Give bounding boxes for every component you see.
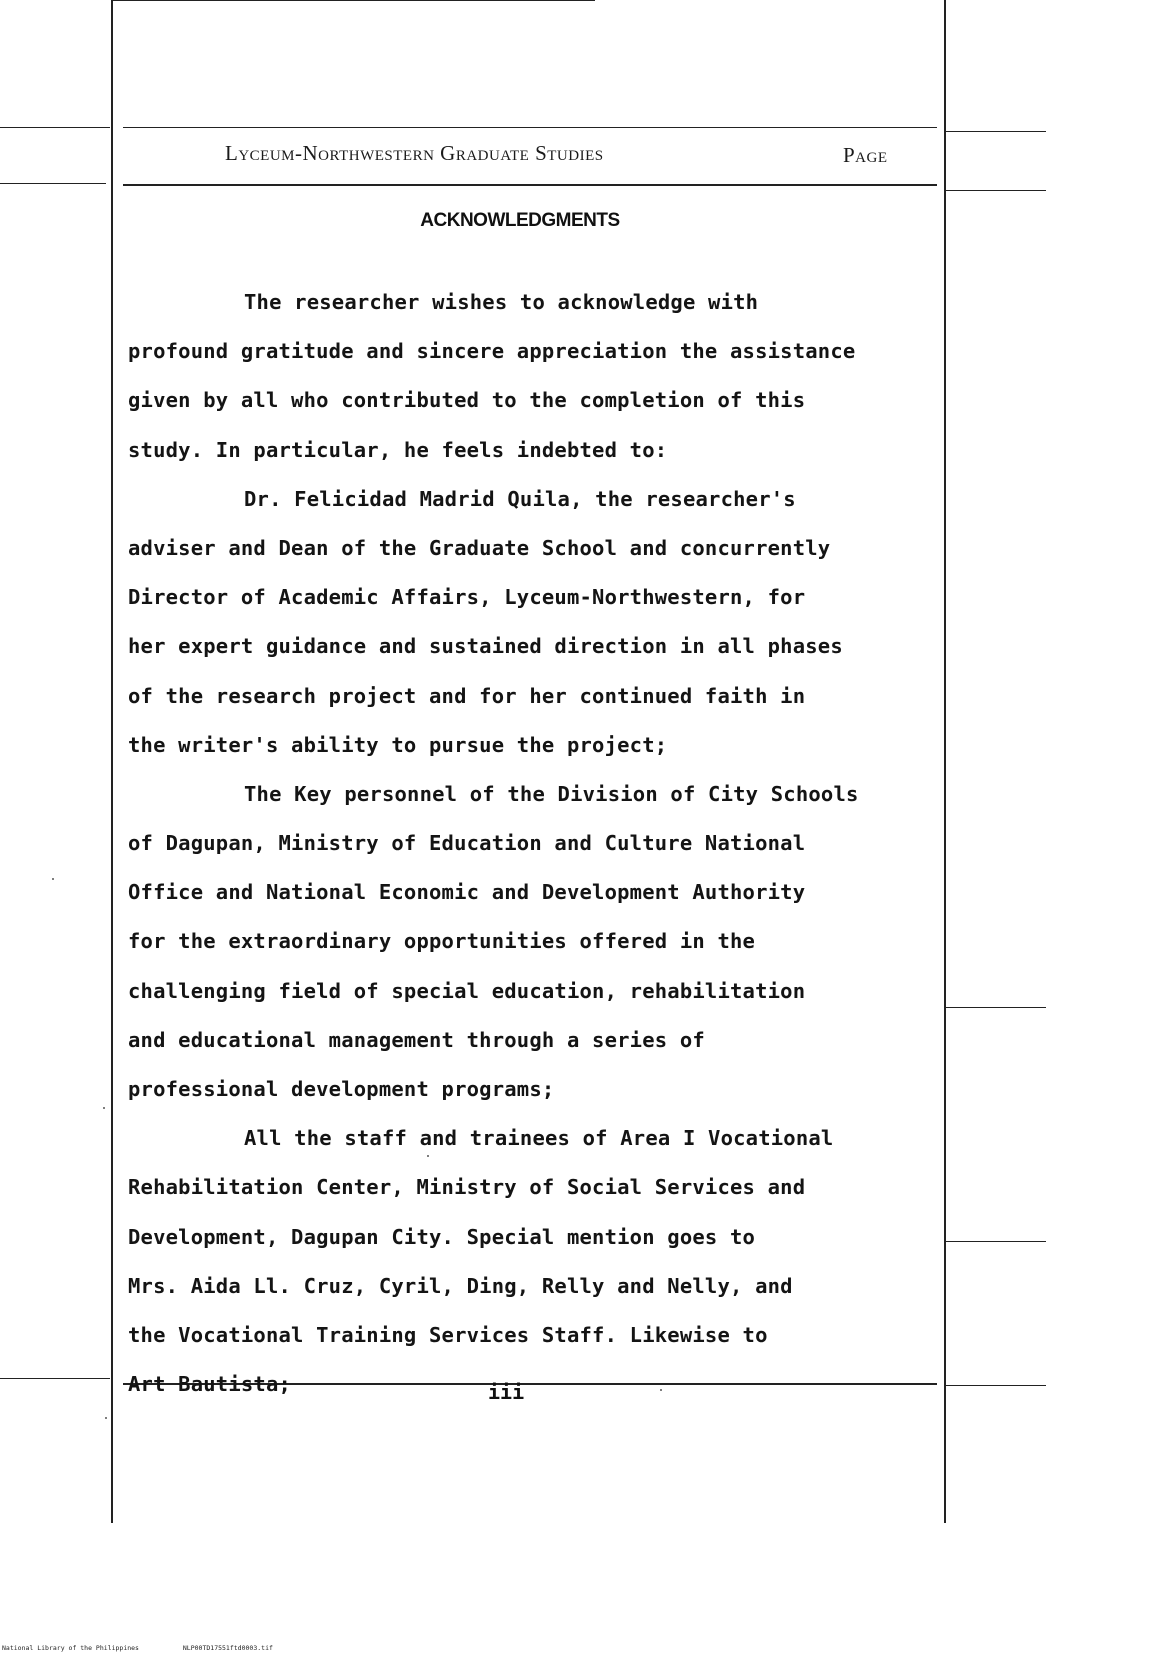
header-top-rule [123, 127, 937, 128]
scan-speck [660, 1389, 662, 1391]
text-line: Dr. Felicidad Madrid Quila, the researcher's [244, 486, 796, 511]
text-line: The Key personnel of the Division of City Schools [244, 781, 859, 806]
text-line: the Vocational Training Services Staff. Likewise to [128, 1322, 768, 1347]
text-line: her expert guidance and sustained direction in all phases [128, 634, 843, 659]
page-header [225, 141, 905, 171]
text-line: study. In particular, he feels indebted to: [128, 437, 668, 462]
text-line: the writer's ability to pursue the project; [128, 732, 668, 757]
text-line: The researcher wishes to acknowledge with [244, 290, 759, 314]
text-line: challenging field of special education, rehabilitation [128, 978, 806, 1003]
scan-speck [103, 1107, 105, 1109]
footer-library: National Library of the Philippines [2, 1644, 139, 1652]
text-line: of Dagupan, Ministry of Education and Culture National [128, 831, 806, 856]
right-tick-line [946, 190, 1046, 191]
text-line: professional development programs; [128, 1077, 555, 1101]
text-line: Art Bautista; [128, 1372, 292, 1397]
left-tick-line [0, 127, 110, 128]
header-title: Lyceum-Northwestern Graduate Studies [225, 141, 604, 165]
acknowledgments-body [128, 278, 948, 1409]
top-cut-line [113, 0, 595, 1]
scan-speck [105, 1417, 107, 1419]
scan-footer [2, 1644, 273, 1652]
section-heading: ACKNOWLEDGMENTS [420, 210, 620, 231]
text-line: for the extraordinary opportunities offered in the [128, 929, 756, 954]
header-bottom-rule [123, 184, 937, 186]
text-line: and educational management through a series of [128, 1027, 705, 1052]
right-tick-line [946, 1385, 1046, 1386]
scan-speck [427, 1155, 429, 1157]
right-tick-line [946, 1241, 1046, 1242]
right-tick-line [946, 131, 1046, 132]
footer-file: NLP00TD17551ftd0003.tif [182, 1644, 273, 1652]
text-line: of the research project and for her continued faith in [128, 683, 806, 708]
text-line: All the staff and trainees of Area I Vocational [244, 1126, 834, 1151]
scan-speck [52, 878, 54, 880]
text-line: Development, Dagupan City. Special mention goes to [128, 1224, 756, 1249]
left-tick-line [0, 183, 106, 184]
text-line: profound gratitude and sincere appreciation the assistance [128, 339, 856, 364]
text-line: Rehabilitation Center, Ministry of Social Services and [128, 1175, 806, 1200]
page-number: iii [488, 1380, 525, 1404]
text-line: Mrs. Aida Ll. Cruz, Cyril, Ding, Relly and Nelly, and [128, 1273, 793, 1298]
text-line: Office and National Economic and Development Authority [128, 880, 806, 905]
text-line: Director of Academic Affairs, Lyceum-Northwestern, for [128, 585, 806, 610]
text-line: adviser and Dean of the Graduate School and concurrently [128, 535, 831, 560]
right-tick-line [946, 1007, 1046, 1008]
left-tick-line [0, 1378, 110, 1379]
text-line: given by all who contributed to the completion of this [128, 388, 806, 413]
header-page-label: Page [843, 143, 888, 167]
